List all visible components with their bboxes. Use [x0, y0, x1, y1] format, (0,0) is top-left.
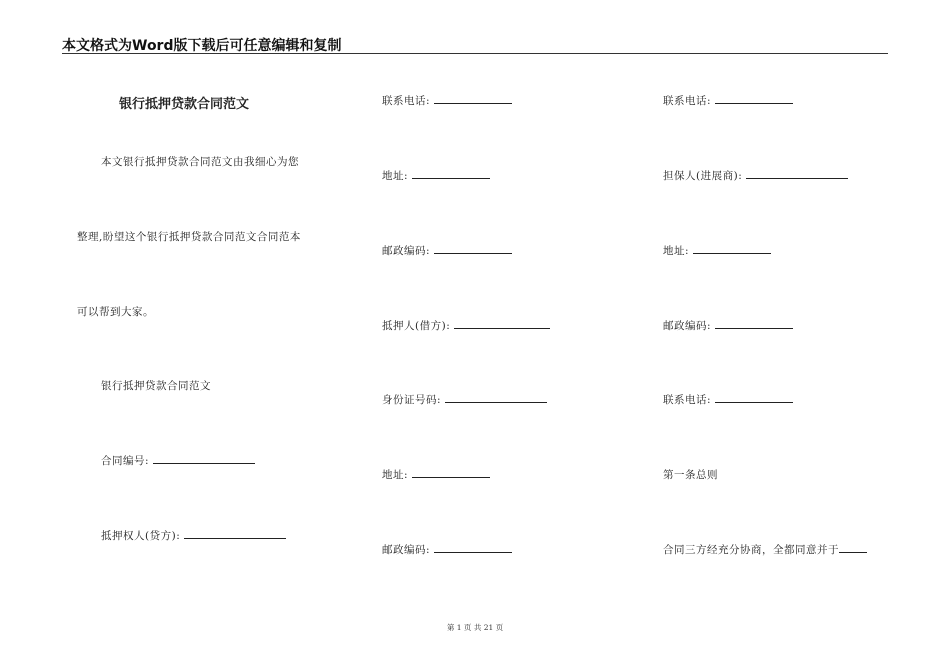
address-label-3: 地址: — [663, 245, 690, 257]
mortgagee-field — [101, 528, 286, 543]
mortgagor-label: 抵押人(借方): — [382, 320, 451, 332]
mortgagee-blank[interactable] — [184, 528, 286, 539]
phone-blank-2[interactable] — [715, 93, 793, 104]
address-field-2 — [382, 467, 490, 482]
address-blank-3[interactable] — [693, 243, 771, 254]
contract-number-field — [101, 453, 255, 468]
phone-blank-3[interactable] — [715, 392, 793, 403]
intro-line-1: 本文银行抵押贷款合同范文由我细心为您 — [101, 156, 299, 168]
postcode-label-1: 邮政编码: — [382, 245, 431, 257]
header-title: 本文格式为Word版下载后可任意编辑和复制 — [62, 38, 342, 54]
postcode-blank-2[interactable] — [434, 542, 512, 553]
guarantor-blank[interactable] — [746, 168, 848, 179]
postcode-blank-3[interactable] — [715, 318, 793, 329]
mortgagor-blank[interactable] — [454, 318, 550, 329]
footer-mid-1: 页 — [463, 623, 472, 632]
postcode-field-3 — [663, 318, 793, 333]
phone-field-3 — [663, 392, 793, 407]
address-blank-1[interactable] — [412, 168, 490, 179]
footer-total-pages: 21 — [483, 623, 494, 632]
id-number-blank[interactable] — [445, 392, 547, 403]
postcode-blank-1[interactable] — [434, 243, 512, 254]
address-field-3 — [663, 243, 771, 258]
phone-blank-1[interactable] — [434, 93, 512, 104]
phone-label-3: 联系电话: — [663, 394, 712, 406]
address-field-1 — [382, 168, 490, 183]
agreement-clause-text: 合同三方经充分协商，全都同意并于 — [663, 544, 839, 556]
address-label-1: 地址: — [382, 170, 409, 182]
postcode-field-1 — [382, 243, 512, 258]
article-1-heading: 第一条总则 — [663, 469, 718, 481]
mortgagor-field — [382, 318, 550, 333]
agreement-clause-blank[interactable] — [839, 542, 867, 553]
phone-field-2 — [663, 93, 793, 108]
phone-label-2: 联系电话: — [663, 95, 712, 107]
contract-subtitle: 银行抵押贷款合同范文 — [101, 380, 211, 392]
guarantor-field — [663, 168, 848, 183]
contract-number-label: 合同编号: — [101, 455, 150, 467]
footer-current-page: 1 — [456, 623, 462, 632]
postcode-label-2: 邮政编码: — [382, 544, 431, 556]
mortgagee-label: 抵押权人(贷方): — [101, 530, 181, 542]
footer-suffix: 页 — [495, 623, 504, 632]
contract-number-blank[interactable] — [153, 453, 255, 464]
agreement-clause — [663, 542, 867, 557]
page-header — [62, 33, 888, 54]
guarantor-label: 担保人(进展商): — [663, 170, 743, 182]
address-label-2: 地址: — [382, 469, 409, 481]
postcode-label-3: 邮政编码: — [663, 320, 712, 332]
address-blank-2[interactable] — [412, 467, 490, 478]
footer-prefix: 第 — [446, 623, 455, 632]
document-title: 银行抵押贷款合同范文 — [119, 97, 250, 112]
phone-field-1 — [382, 93, 512, 108]
id-number-label: 身份证号码: — [382, 394, 442, 406]
page-footer — [0, 622, 950, 633]
postcode-field-2 — [382, 542, 512, 557]
id-number-field — [382, 392, 547, 407]
footer-mid-2: 共 — [473, 623, 482, 632]
intro-line-3: 可以帮到大家。 — [77, 306, 154, 318]
phone-label-1: 联系电话: — [382, 95, 431, 107]
intro-line-2: 整理,盼望这个银行抵押贷款合同范文合同范本 — [77, 231, 301, 243]
